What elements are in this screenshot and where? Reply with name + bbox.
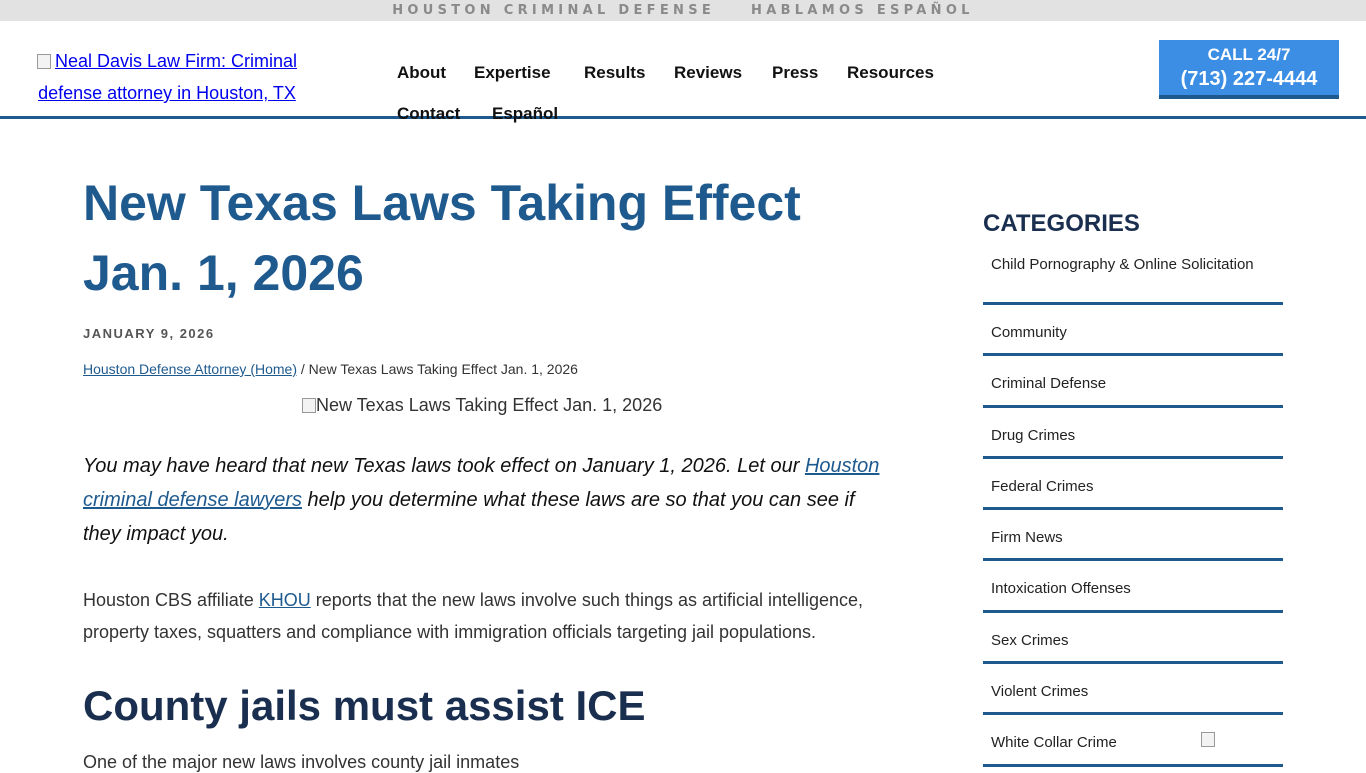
category-item[interactable] [983,459,1283,510]
nav-resources[interactable]: Resources [847,63,934,82]
nav-results[interactable]: Results [584,63,646,82]
breadcrumb-separator: / [297,361,309,377]
nav-expertise[interactable]: Expertise [474,63,551,82]
scroll-to-top-alt: Scroll to top [1201,732,1266,764]
site-header [0,21,1366,123]
para-text-end: reports that the new laws involve such things as artificial intelligence, property taxes, squatters and compliance with immigration officials targeting jail populations. [83,590,864,642]
categories-heading: CATEGORIES [983,210,1140,237]
scroll-to-top-button[interactable] [1201,732,1283,764]
site-logo[interactable] [27,45,307,109]
call-label: CALL 24/7 [1207,45,1291,64]
breadcrumb-current: New Texas Laws Taking Effect Jan. 1, 2026 [308,361,578,377]
category-item[interactable] [983,408,1283,459]
logo-text-line2: defense attorney in Houston, TX [38,83,296,103]
nav-about[interactable]: About [397,63,447,82]
category-item[interactable] [983,256,1283,305]
category-link[interactable]: Child Pornography & Online Solicitation [991,256,1254,273]
article-date: JANUARY 9, 2026 [83,326,215,341]
nav-espanol[interactable]: Español [492,104,559,123]
category-link[interactable]: Community [991,324,1067,341]
category-item[interactable] [983,510,1283,561]
article-title: New Texas Laws Taking Effect Jan. 1, 2026 [83,175,801,301]
section-heading: County jails must assist ICE [83,682,646,729]
nav-reviews[interactable]: Reviews [674,63,743,82]
intro-text-start: You may have heard that new Texas laws took effect on January 1, 2026. Let our [83,455,805,477]
hero-image [83,395,883,416]
logo-text-line1: Neal Davis Law Firm: Criminal [54,51,298,71]
houston-lawyers-link[interactable]: Houston criminal defense lawyers [83,455,880,511]
nav-contact[interactable]: Contact [397,104,461,123]
category-link[interactable]: White Collar Crime [991,734,1117,752]
category-link[interactable]: Federal Crimes [991,477,1094,495]
breadcrumb-home-link[interactable]: Houston Defense Attorney (Home) [83,361,297,377]
category-item[interactable] [983,613,1283,664]
sidebar [983,208,1283,767]
category-item[interactable] [983,561,1283,612]
broken-image-icon [1201,732,1215,747]
article-intro [83,449,883,551]
hero-image-alt: New Texas Laws Taking Effect Jan. 1, 2026 [316,395,663,415]
top-bar-spanish[interactable]: HABLAMOS ESPAÑOL [751,3,974,18]
broken-image-icon [302,398,316,413]
category-link[interactable]: Criminal Defense [991,375,1107,393]
article [83,168,883,773]
top-bar-tagline: HOUSTON CRIMINAL DEFENSE [392,3,716,18]
article-paragraph [83,584,883,648]
category-link[interactable]: Intoxication Offenses [991,580,1131,598]
call-phone: (713) 227-4444 [1180,68,1318,90]
category-list [983,256,1283,767]
intro-text-end: help you determine what these laws are so that you can see if they impact you. [83,489,855,545]
category-item[interactable] [983,356,1283,407]
category-item[interactable] [983,664,1283,715]
logo-link[interactable] [37,51,297,103]
article-paragraph-cut: One of the major new laws involves county jail inmates [83,752,520,772]
khou-link[interactable]: KHOU [258,590,311,610]
category-link[interactable]: Violent Crimes [991,683,1089,701]
nav-press[interactable]: Press [772,63,819,82]
category-item[interactable] [983,305,1283,356]
breadcrumb [83,361,883,377]
broken-image-icon [37,54,51,69]
category-link[interactable]: Firm News [991,529,1063,547]
category-link[interactable]: Drug Crimes [991,426,1076,444]
top-bar [0,0,1366,21]
category-link[interactable]: Sex Crimes [991,631,1069,649]
para-text-start: Houston CBS affiliate [83,590,259,610]
call-button[interactable] [1159,40,1339,99]
